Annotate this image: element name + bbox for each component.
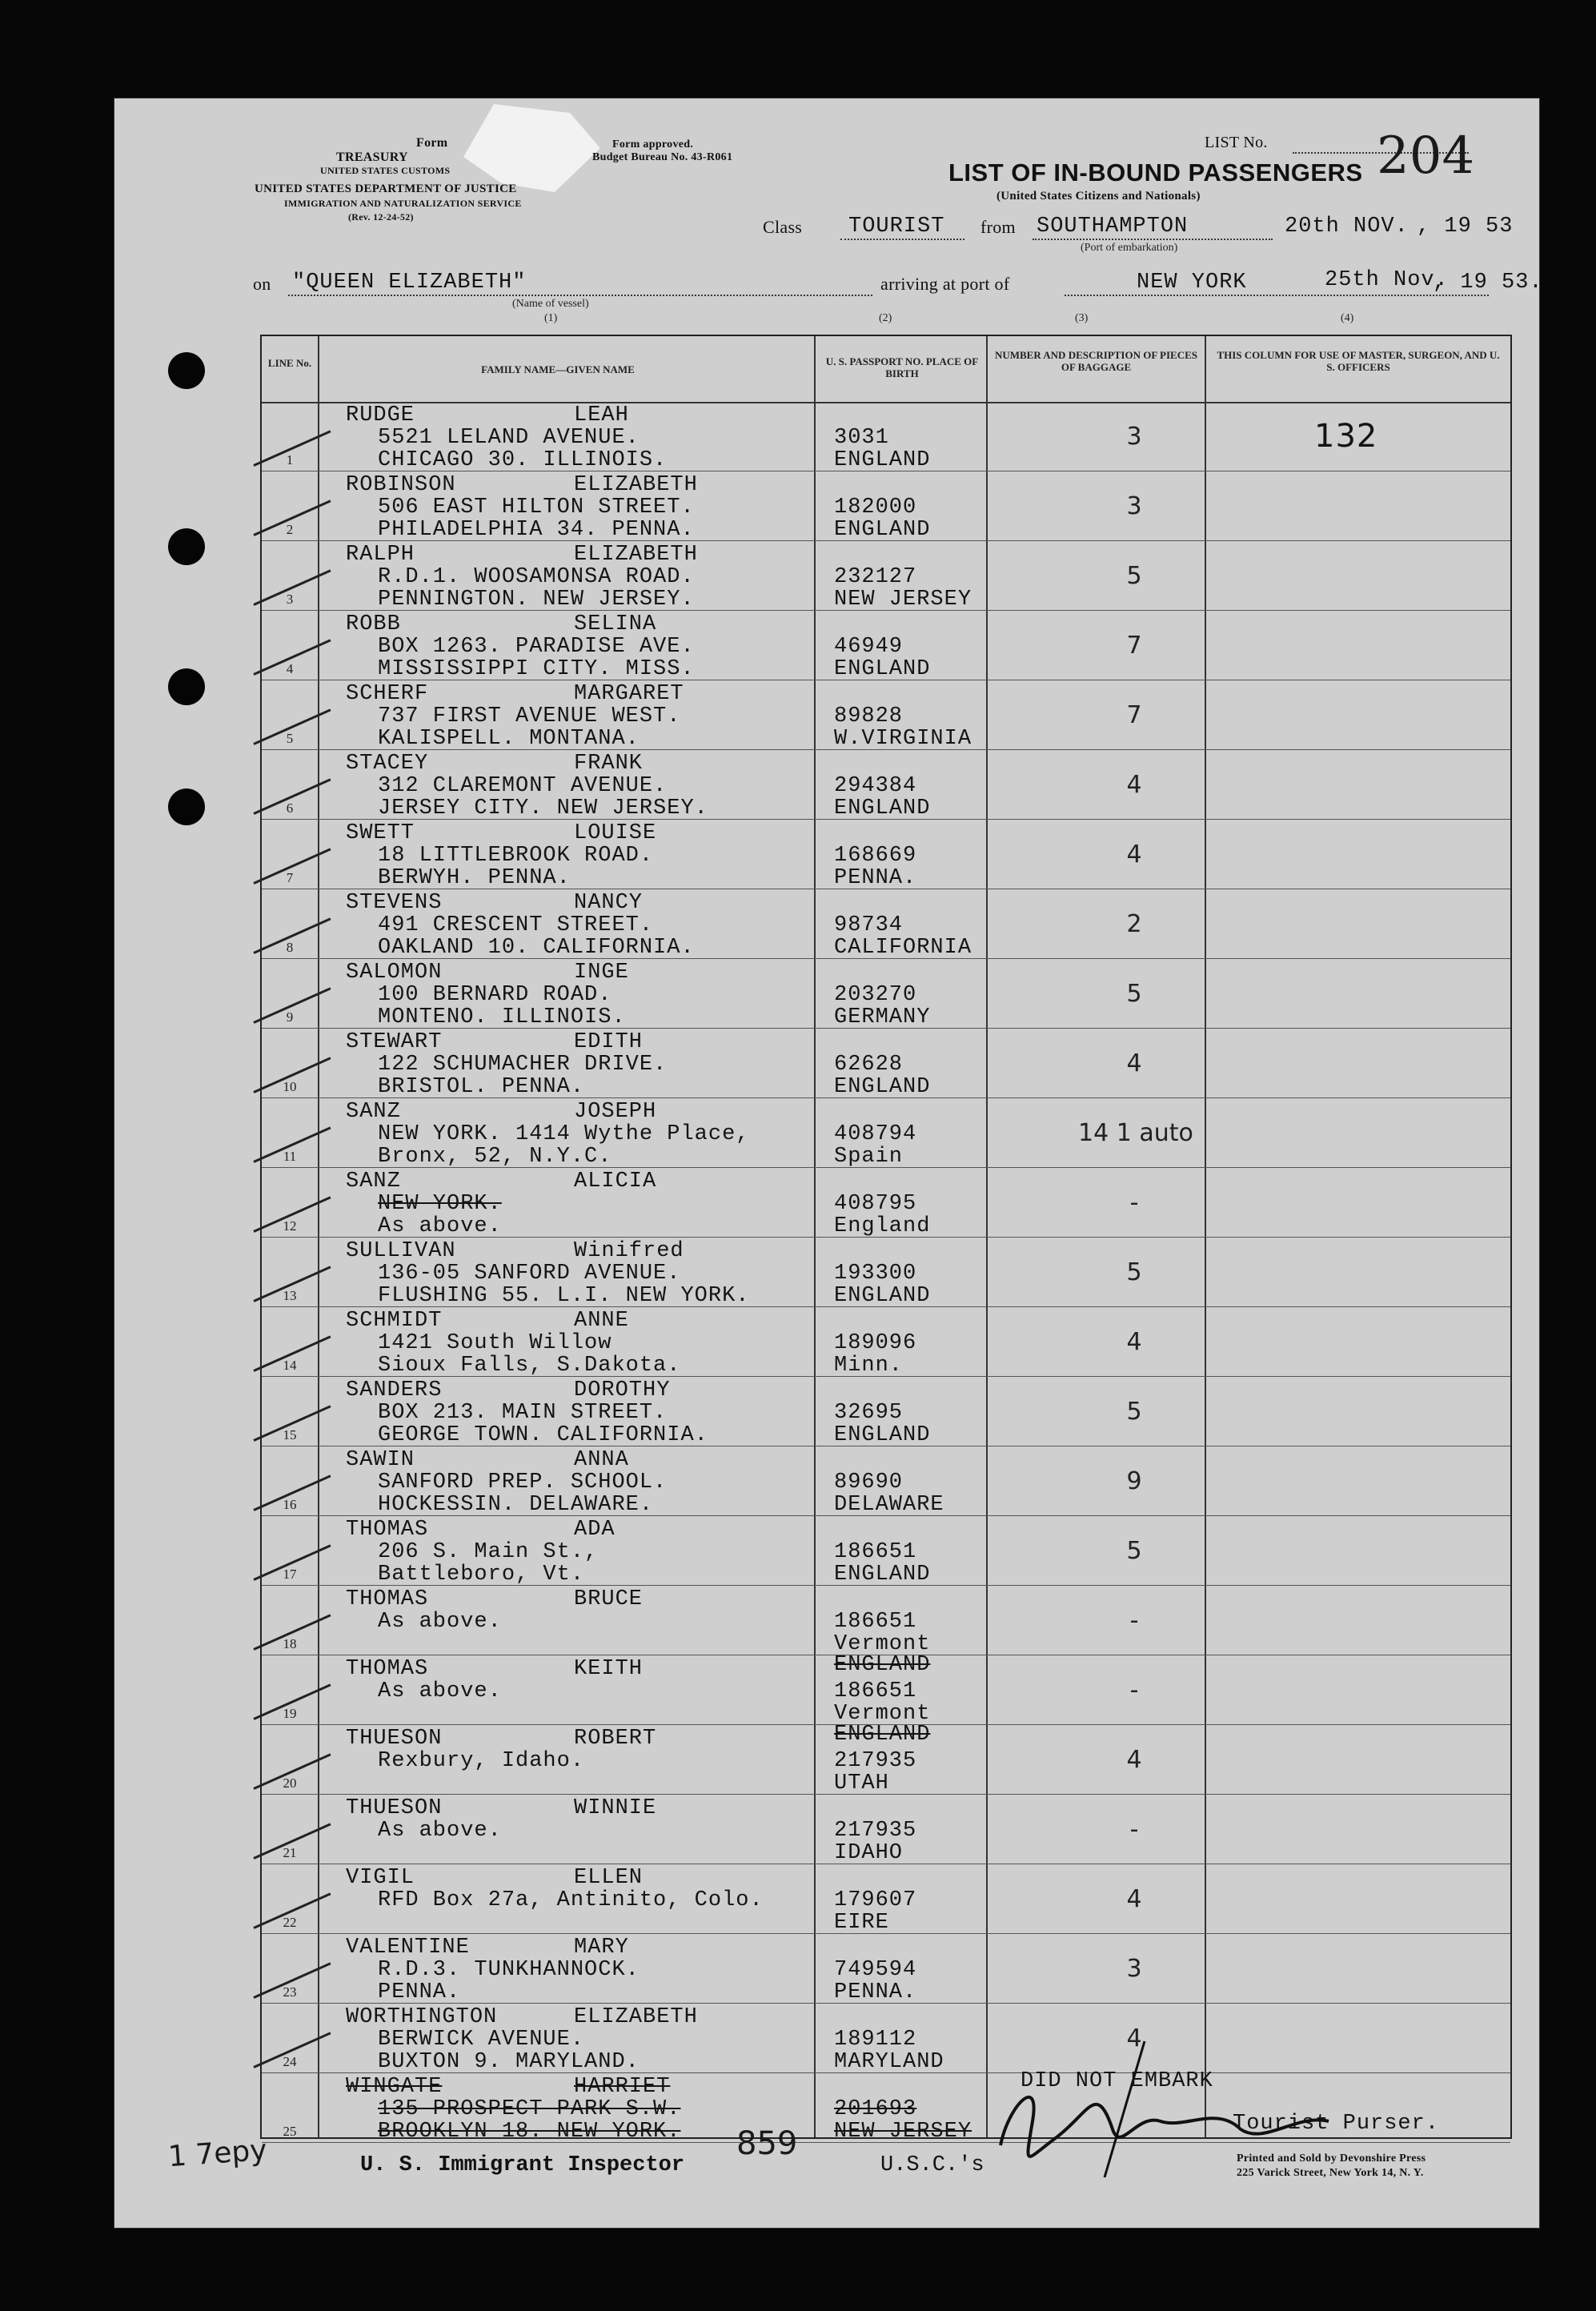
passport-number: 186651 (834, 1540, 917, 1564)
family-name: RALPH (346, 543, 415, 567)
passport-number: 232127 (834, 565, 917, 589)
line-number: 22 (283, 1915, 297, 1930)
officer-note: 132 (1314, 418, 1378, 455)
given-name: NANCY (574, 891, 644, 915)
family-name: SULLIVAN (346, 1239, 456, 1263)
baggage-count: 7 (1126, 701, 1142, 729)
table-row (262, 1516, 1510, 1586)
header-name: FAMILY NAME—GIVEN NAME (481, 363, 635, 375)
baggage-count: 5 (1126, 562, 1142, 590)
place-of-birth: ENGLAND (834, 657, 931, 681)
given-name: BRUCE (574, 1587, 644, 1611)
line-number: 10 (283, 1079, 297, 1094)
place-of-birth: IDAHO (834, 1841, 904, 1865)
page-subtitle: (United States Citizens and Nationals) (996, 190, 1201, 203)
uscs-label: U.S.C.'s (880, 2153, 984, 2177)
passport-number: 186651 (834, 1610, 917, 1634)
header-line-no: LINE No. (267, 357, 312, 369)
address-line-1: 1421 South Willow (378, 1331, 612, 1355)
passport-number: 189112 (834, 2028, 917, 2052)
address-line-1: As above. (378, 1819, 502, 1843)
page-title: LIST OF IN-BOUND PASSENGERS (948, 158, 1363, 187)
passport-number: 408794 (834, 1122, 917, 1146)
header-baggage: NUMBER AND DESCRIPTION OF PIECES OF BAGGAGE (994, 349, 1198, 373)
address-line-1: BOX 1263. PARADISE AVE. (378, 635, 695, 659)
baggage-count: 3 (1126, 492, 1142, 520)
place-of-birth: MARYLAND (834, 2050, 944, 2074)
family-name: THUESON (346, 1796, 443, 1820)
given-name: MARGARET (574, 682, 684, 706)
revision-label: (Rev. 12-24-52) (348, 211, 414, 223)
line-number: 15 (283, 1427, 297, 1442)
given-name: ELLEN (574, 1866, 644, 1890)
family-name: STACEY (346, 752, 429, 776)
family-name: THOMAS (346, 1518, 429, 1542)
baggage-count: 5 (1126, 1537, 1142, 1565)
place-of-birth: GERMANY (834, 1005, 931, 1029)
signature-role: Tourist Purser. (1233, 2112, 1440, 2136)
given-name: MARY (574, 1936, 629, 1960)
baggage-count: - (1129, 1676, 1139, 1704)
address-line-2: BRISTOL. PENNA. (378, 1075, 585, 1099)
table-row (262, 1795, 1510, 1864)
col-ref-4: (4) (1341, 312, 1354, 324)
vessel-line (288, 295, 872, 296)
place-of-birth: UTAH (834, 1771, 889, 1795)
header-officers: THIS COLUMN FOR USE OF MASTER, SURGEON, AND U. S. OFFICERS (1217, 349, 1500, 373)
baggage-count: 9 (1126, 1467, 1142, 1495)
table-row (262, 680, 1510, 750)
given-name: EDITH (574, 1030, 644, 1054)
line-number: 16 (283, 1497, 297, 1512)
place-of-birth: ENGLAND (834, 1284, 931, 1308)
baggage-count: 4 (1126, 1885, 1142, 1913)
place-of-birth: DELAWARE (834, 1493, 944, 1517)
table-row (262, 1377, 1510, 1446)
line-number: 2 (286, 522, 294, 537)
punch-hole (168, 788, 205, 825)
place-of-birth: Minn. (834, 1354, 904, 1378)
passport-number: 89828 (834, 704, 904, 728)
address-line-1: 135 PROSPECT PARK S.W. (378, 2097, 681, 2121)
address-line-1: NEW YORK. (378, 1192, 502, 1216)
address-line-1: 5521 LELAND AVENUE. (378, 426, 640, 450)
table-row (262, 471, 1510, 541)
line-number: 17 (283, 1567, 297, 1582)
line-number: 21 (283, 1845, 297, 1860)
col-ref-1: (1) (544, 312, 558, 324)
family-name: ROBB (346, 612, 401, 636)
punch-hole (168, 528, 205, 565)
address-line-2: BERWYH. PENNA. (378, 866, 571, 890)
place-of-birth: EIRE (834, 1911, 889, 1935)
given-name: JOSEPH (574, 1100, 657, 1124)
family-name: THOMAS (346, 1587, 429, 1611)
arrival-line (1065, 295, 1489, 296)
family-name: VALENTINE (346, 1936, 470, 1960)
place-of-birth-struck: ENGLAND (834, 1653, 931, 1677)
line-number: 11 (283, 1149, 297, 1164)
passport-number: 89690 (834, 1470, 904, 1495)
table-row (262, 1098, 1510, 1168)
given-name: ELIZABETH (574, 543, 698, 567)
baggage-count: 2 (1126, 910, 1142, 938)
given-name: KEITH (574, 1657, 644, 1681)
passenger-count: 859 (736, 2125, 798, 2162)
class-label: Class (763, 217, 803, 237)
baggage-count: - (1129, 1189, 1139, 1217)
line-number: 20 (283, 1775, 297, 1791)
address-line-1: R.D.1. WOOSAMONSA ROAD. (378, 565, 695, 589)
baggage-count: 5 (1126, 1398, 1142, 1426)
address-line-2: MONTENO. ILLINOIS. (378, 1005, 626, 1029)
address-line-2: BUXTON 9. MARYLAND. (378, 2050, 640, 2074)
arrival-date: 25th Nov. (1325, 268, 1449, 292)
line-number: 24 (283, 2054, 297, 2069)
family-name: SAWIN (346, 1448, 415, 1472)
passport-number: 408795 (834, 1192, 917, 1216)
list-no-value: 204 (1377, 126, 1475, 186)
address-line-1: BERWICK AVENUE. (378, 2028, 585, 2052)
passport-number: 32695 (834, 1401, 904, 1425)
table-row (262, 1446, 1510, 1516)
place-of-birth: ENGLAND (834, 1075, 931, 1099)
family-name: THUESON (346, 1727, 443, 1751)
line-number: 13 (283, 1288, 297, 1303)
class-line (840, 239, 964, 240)
passport-number: 182000 (834, 496, 917, 520)
address-line-2: OAKLAND 10. CALIFORNIA. (378, 936, 695, 960)
family-name: WINGATE (346, 2075, 443, 2099)
family-name: WORTHINGTON (346, 2005, 498, 2029)
place-of-birth: W.VIRGINIA (834, 727, 972, 751)
address-line-2: MISSISSIPPI CITY. MISS. (378, 657, 695, 681)
arrival-year: , 19 53. (1433, 271, 1543, 295)
place-of-birth: Vermont (834, 1632, 931, 1656)
col-ref-2: (2) (879, 312, 892, 324)
from-value: SOUTHAMPTON (1037, 215, 1189, 239)
place-of-birth: Spain (834, 1145, 904, 1169)
printer-line-1: Printed and Sold by Devonshire Press (1237, 2153, 1426, 2165)
given-name: ALICIA (574, 1170, 657, 1194)
did-not-embark-note: DID NOT EMBARK (1021, 2069, 1213, 2093)
line-number: 9 (286, 1009, 294, 1025)
passport-number: 217935 (834, 1749, 917, 1773)
place-of-birth: Vermont (834, 1702, 931, 1726)
address-line-2: PENNINGTON. NEW JERSEY. (378, 588, 695, 612)
baggage-count: 3 (1126, 1955, 1142, 1983)
given-name: Winifred (574, 1239, 684, 1263)
place-of-birth: NEW JERSEY (834, 588, 972, 612)
class-value: TOURIST (848, 215, 945, 239)
address-line-1: 312 CLAREMONT AVENUE. (378, 774, 668, 798)
address-line-1: As above. (378, 1610, 502, 1634)
place-of-birth-struck: ENGLAND (834, 1723, 931, 1747)
passport-number: 189096 (834, 1331, 917, 1355)
line-number: 12 (283, 1218, 297, 1234)
baggage-count: 4 (1126, 771, 1142, 799)
line-number: 14 (283, 1358, 297, 1373)
table-row (262, 1029, 1510, 1098)
passport-number: 62628 (834, 1053, 904, 1077)
family-name: SANZ (346, 1100, 401, 1124)
address-line-2: As above. (378, 1214, 502, 1238)
line-number: 25 (283, 2124, 297, 2139)
table-row (262, 1934, 1510, 2004)
inspector-label: U. S. Immigrant Inspector (360, 2153, 685, 2177)
given-name: FRANK (574, 752, 644, 776)
family-name: STEVENS (346, 891, 443, 915)
header-passport: U. S. PASSPORT NO. PLACE OF BIRTH (825, 355, 979, 379)
place-of-birth: ENGLAND (834, 518, 931, 542)
address-line-1: NEW YORK. 1414 Wythe Place, (378, 1122, 750, 1146)
family-name: SCHMIDT (346, 1309, 443, 1333)
given-name: HARRIET (574, 2075, 671, 2099)
address-line-1: BOX 213. MAIN STREET. (378, 1401, 668, 1425)
table-row (262, 750, 1510, 820)
vessel-name: "QUEEN ELIZABETH" (292, 271, 527, 295)
given-name: LOUISE (574, 821, 657, 845)
from-line (1033, 239, 1273, 240)
baggage-count: 7 (1126, 632, 1142, 660)
table-row (262, 1307, 1510, 1377)
given-name: INGE (574, 961, 629, 985)
baggage-count: 5 (1126, 1258, 1142, 1286)
table-row (262, 1864, 1510, 1934)
line-number: 4 (286, 661, 294, 676)
address-line-1: 122 SCHUMACHER DRIVE. (378, 1053, 668, 1077)
address-line-1: 100 BERNARD ROAD. (378, 983, 612, 1007)
given-name: LEAH (574, 403, 629, 427)
table-row (262, 889, 1510, 959)
baggage-count: 4 (1126, 1746, 1142, 1774)
treasury-label: TREASURY (336, 150, 408, 164)
baggage-count: 4 (1126, 841, 1142, 869)
place-of-birth: ENGLAND (834, 1423, 931, 1447)
service-label: IMMIGRATION AND NATURALIZATION SERVICE (284, 198, 522, 209)
baggage-count: 5 (1126, 980, 1142, 1008)
address-line-2: GEORGE TOWN. CALIFORNIA. (378, 1423, 708, 1447)
passport-number: 217935 (834, 1819, 917, 1843)
family-name: SCHERF (346, 682, 429, 706)
table-row (262, 959, 1510, 1029)
place-of-birth: PENNA. (834, 1980, 917, 2004)
line-number: 3 (286, 592, 294, 607)
approved-label: Form approved. (612, 138, 694, 150)
punch-hole (168, 352, 205, 389)
family-name: THOMAS (346, 1657, 429, 1681)
given-name: ANNE (574, 1309, 629, 1333)
printer-line-2: 225 Varick Street, New York 14, N. Y. (1237, 2167, 1424, 2179)
vessel-caption: (Name of vessel) (512, 298, 589, 310)
address-line-1: 136-05 SANFORD AVENUE. (378, 1262, 681, 1286)
address-line-1: 737 FIRST AVENUE WEST. (378, 704, 681, 728)
passport-number: 294384 (834, 774, 917, 798)
handwritten-note: 1 7epy (166, 2133, 268, 2174)
baggage-count: 4 (1126, 1049, 1142, 1077)
address-line-1: As above. (378, 1679, 502, 1703)
passport-number: 168669 (834, 844, 917, 868)
table-row (262, 820, 1510, 889)
place-of-birth: ENGLAND (834, 796, 931, 820)
family-name: STEWART (346, 1030, 443, 1054)
address-line-2: FLUSHING 55. L.I. NEW YORK. (378, 1284, 750, 1308)
given-name: ADA (574, 1518, 616, 1542)
given-name: DOROTHY (574, 1378, 671, 1402)
passport-number: 46949 (834, 635, 904, 659)
place-of-birth: PENNA. (834, 866, 917, 890)
from-date: 20th NOV. (1285, 215, 1409, 239)
line-number: 5 (286, 731, 294, 746)
arriving-label: arriving at port of (880, 274, 1010, 294)
table-row (262, 1168, 1510, 1238)
place-of-birth: England (834, 1214, 931, 1238)
family-name: RUDGE (346, 403, 415, 427)
passport-number: 186651 (834, 1679, 917, 1703)
on-label: on (253, 274, 271, 294)
line-number: 7 (286, 870, 294, 885)
family-name: SANDERS (346, 1378, 443, 1402)
address-line-1: 18 LITTLEBROOK ROAD. (378, 844, 654, 868)
address-line-2: KALISPELL. MONTANA. (378, 727, 640, 751)
form-label: Form (416, 136, 448, 150)
address-line-2: PENNA. (378, 1980, 461, 2004)
given-name: ELIZABETH (574, 2005, 698, 2029)
family-name: ROBINSON (346, 473, 456, 497)
baggage-count: 3 (1126, 423, 1142, 451)
line-number: 6 (286, 800, 294, 816)
place-of-birth: NEW JERSEY (834, 2120, 972, 2144)
address-line-1: 491 CRESCENT STREET. (378, 913, 654, 937)
given-name: SELINA (574, 612, 657, 636)
punch-hole (168, 668, 205, 705)
arrival-port: NEW YORK (1137, 271, 1247, 295)
department-label: UNITED STATES DEPARTMENT OF JUSTICE (255, 183, 517, 195)
given-name: WINNIE (574, 1796, 657, 1820)
family-name: VIGIL (346, 1866, 415, 1890)
baggage-count: - (1129, 1815, 1139, 1844)
table-row (262, 1725, 1510, 1795)
address-line-1: 206 S. Main St., (378, 1540, 599, 1564)
family-name: SWETT (346, 821, 415, 845)
given-name: ELIZABETH (574, 473, 698, 497)
list-no-label: LIST No. (1205, 134, 1268, 151)
place-of-birth: ENGLAND (834, 1563, 931, 1587)
passport-number: 749594 (834, 1958, 917, 1982)
line-number: 19 (283, 1706, 297, 1721)
address-line-2: Battleboro, Vt. (378, 1563, 585, 1587)
table-row (262, 541, 1510, 611)
port-caption: (Port of embarkation) (1081, 242, 1178, 254)
address-line-2: PHILADELPHIA 34. PENNA. (378, 518, 695, 542)
from-year: , 19 53 (1417, 215, 1514, 239)
baggage-count: 4 (1126, 2024, 1142, 2052)
baggage-count: 14 1 auto (1078, 1119, 1193, 1147)
passport-number: 98734 (834, 913, 904, 937)
line-number: 8 (286, 940, 294, 955)
passport-number: 201693 (834, 2097, 917, 2121)
family-name: SALOMON (346, 961, 443, 985)
passport-number: 179607 (834, 1888, 917, 1912)
address-line-2: CHICAGO 30. ILLINOIS. (378, 448, 668, 472)
passport-number: 193300 (834, 1262, 917, 1286)
given-name: ANNA (574, 1448, 629, 1472)
address-line-2: JERSEY CITY. NEW JERSEY. (378, 796, 708, 820)
address-line-1: 506 EAST HILTON STREET. (378, 496, 695, 520)
address-line-1: SANFORD PREP. SCHOOL. (378, 1470, 668, 1495)
line-number: 18 (283, 1636, 297, 1651)
passport-number: 3031 (834, 426, 889, 450)
place-of-birth: CALIFORNIA (834, 936, 972, 960)
address-line-2: HOCKESSIN. DELAWARE. (378, 1493, 654, 1517)
passport-number: 203270 (834, 983, 917, 1007)
address-line-1: Rexbury, Idaho. (378, 1749, 585, 1773)
family-name: SANZ (346, 1170, 401, 1194)
address-line-2: Sioux Falls, S.Dakota. (378, 1354, 681, 1378)
address-line-2: Bronx, 52, N.Y.C. (378, 1145, 612, 1169)
table-row (262, 402, 1510, 471)
col-ref-3: (3) (1075, 312, 1089, 324)
address-line-1: RFD Box 27a, Antinito, Colo. (378, 1888, 764, 1912)
baggage-count: - (1129, 1607, 1139, 1635)
address-line-1: R.D.3. TUNKHANNOCK. (378, 1958, 640, 1982)
line-number: 1 (286, 452, 294, 467)
address-line-2: BROOKLYN 18. NEW YORK. (378, 2120, 681, 2144)
from-label: from (980, 217, 1016, 237)
line-number: 23 (283, 1984, 297, 2000)
place-of-birth: ENGLAND (834, 448, 931, 472)
baggage-count: 4 (1126, 1328, 1142, 1356)
given-name: ROBERT (574, 1727, 657, 1751)
budget-label: Budget Bureau No. 43-R061 (592, 151, 733, 163)
table-row (262, 1238, 1510, 1307)
table-row (262, 611, 1510, 680)
customs-label: UNITED STATES CUSTOMS (320, 165, 451, 176)
